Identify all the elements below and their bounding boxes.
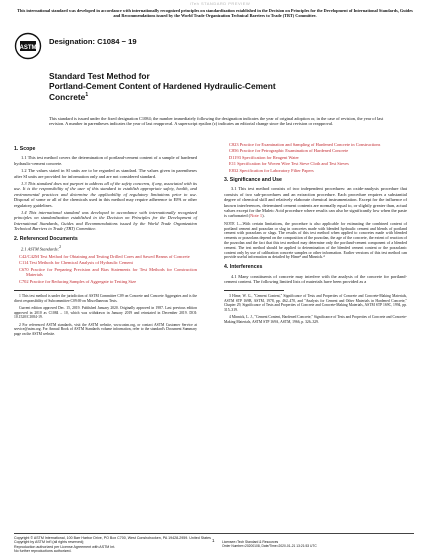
- title-line-3-text: Concrete: [49, 91, 86, 102]
- footnote-4: 4 Minnick, L. J., "Cement Content, Hardened Concrete," Significance of Tests and Properties of Concrete and Concrete-Making Materials, ASTM STP 169A, ASTM, 1966, p. 326–329.: [224, 315, 407, 324]
- footer-divider: [14, 533, 414, 534]
- ref-item[interactable]: [14, 267, 197, 278]
- scope-1-2: 1.2 The values stated in SI units are to be regarded as standard. The values given in parentheses after SI units are provided for information only and are not considered standard.: [14, 168, 197, 179]
- astm-standards-intro: [14, 245, 197, 252]
- ref-title[interactable]: Specification for Laboratory Filter Papers: [239, 167, 314, 173]
- ref-code-link[interactable]: C670: [19, 266, 29, 272]
- ref-title[interactable]: Practice for Preparing Precision and Bias Statements for Test Methods for Construction Materials: [26, 266, 197, 278]
- astm-standards-label: 2.1 ASTM Standards:: [21, 246, 60, 252]
- astm-standards-sup: 2: [59, 245, 61, 250]
- title-footnote-mark: 1: [85, 92, 89, 99]
- licensee-info: [222, 540, 412, 548]
- ref-title[interactable]: Specification for Woven Wire Test Sieve Cloth and Test Sieves: [237, 161, 349, 167]
- ref-item[interactable]: [14, 254, 197, 259]
- ref-title[interactable]: Test Method for Obtaining and Testing Drilled Cores and Sawed Beams of Concrete: [40, 253, 190, 259]
- footnote-3: 3 Hime, W. G., "Cement Content," Significance of Tests and Properties of Concrete and Concrete-Making Materials, ASTM STP 169B, ASTM, 1978, pp. 462–470, and "Analysis for Cement and Other Materials in Hardened Concrete," Chapter 29, Significance of Tests and Properties of Concrete and Concrete-Making Materials, ASTM STP 169C, 1994, pp. 315–319.: [224, 294, 407, 312]
- watermark: iTeh STANDARD PREVIEW: [190, 1, 251, 6]
- right-column: [224, 142, 407, 327]
- ref-item[interactable]: [224, 168, 407, 173]
- ref-item[interactable]: [224, 142, 407, 147]
- ref-title[interactable]: Practice for Examination and Sampling of Hardened Concrete in Constructions: [239, 142, 381, 147]
- title-line-3: [49, 91, 299, 102]
- scope-1-4: 1.4 This international standard was developed in accordance with internationally recognized principles on standardization established in the Decision on Principles for the Development of International Standards, Guides and Recommendations issued by the World Trade Organization Technical Barriers to Trade (TBT) Committee.: [14, 210, 197, 232]
- license-line-1: Copyright by ASTM Int'l (all rights reserved);: [14, 540, 85, 545]
- ref-code-link[interactable]: C702: [19, 278, 29, 284]
- license-line-2: Reproduction authorized per License Agreement with ASTM Int.: [14, 544, 116, 549]
- interferences-heading: 4. Interferences: [224, 264, 263, 271]
- note-1: NOTE 1—With certain limitations, the procedure is also applicable for estimating the combined content of portland cement and pozzolan or slag in concretes made with blended hydraulic cement and blends of portland cement with pozzolans or slags. The results of this test method when applied to concretes made with blended cements or pozzolans depend on the composition of the pozzolan, the age of the concrete, the extent of reaction of the pozzolan and the fact that this test method may determine only the portland-cement component of a blended cement. The test method should be applied to determination of the blended cement content or the pozzolanic content only by use of calibration concrete samples or other information. Earlier versions of this test method can provide useful information as detailed by Hime³ and Minnick.⁴: [224, 220, 407, 260]
- note-1-link[interactable]: Note 1: [250, 213, 263, 219]
- ref-item[interactable]: [14, 279, 197, 284]
- referenced-documents-heading: 2. Referenced Documents: [14, 235, 78, 242]
- ref-item[interactable]: [224, 148, 407, 153]
- license-line-3: No further reproductions authorized.: [14, 549, 72, 554]
- significance-3-1-text: 3.1 This test method consists of two independent procedures: an oxide-analysis procedure that consists of two sub-procedures and an extraction procedure. Each procedure requires a substantial degree of chemical skill and relatively elaborate chemical instrumentation. Except for the influence of known interferences, determined cement contents are normally equal to, or slightly greater than, actual values except for the Maleic Acid procedure where results can also be significantly low when the paste is carbonated (: [224, 186, 407, 219]
- ref-code-link[interactable]: E11: [229, 161, 236, 167]
- ref-item[interactable]: [224, 155, 407, 160]
- ref-item[interactable]: [224, 161, 407, 166]
- designation: Designation: C1084 − 19: [49, 37, 137, 46]
- ref-item[interactable]: [14, 260, 197, 265]
- copyright-line: Copyright © ASTM International, 100 Barr Harbor Drive, PO Box C700, West Conshohocken, PA 19428-2959. United States: [14, 536, 211, 540]
- significance-3-1: [224, 186, 407, 218]
- left-column: [14, 142, 197, 339]
- ref-code-link[interactable]: C823: [229, 142, 239, 147]
- scope-1-3-rest: Disposal of some or all of the chemicals used in this method may require adherence to EPA or other regulatory guidelines.: [14, 197, 197, 208]
- astm-logo: [14, 32, 42, 60]
- ref-code-link[interactable]: C856: [229, 148, 239, 154]
- significance-3-1-end: ).: [262, 213, 265, 219]
- interferences-4-1: 4.1 Many constituents of concrete may interfere with the analysis of the concrete for portland-cement content. The following limited lists of materials have been provided as a: [224, 273, 407, 285]
- scope-1-3-italic: 1.3 This standard does not purport to address all of the safety concerns, if any, associated with its use. It is the responsibility of the user of this standard to establish appropriate safety, health, and environmental practices and determine the applicability of regulatory limitations prior to use.: [14, 181, 197, 197]
- scope-1-1: 1.1 This test method covers the determination of portland-cement content of a sample of hardened hydraulic-cement concrete.: [14, 155, 197, 166]
- footnote-1: 1 This test method is under the jurisdiction of ASTM Committee C09 on Concrete and Concrete Aggregates and is the direct responsibility of Subcommittee C09.69 on Miscellaneous Tests.: [14, 294, 197, 303]
- ref-title[interactable]: Specification for Reagent Water: [242, 154, 299, 160]
- footnote-2: 2 For referenced ASTM standards, visit the ASTM website, www.astm.org, or contact ASTM Customer Service at service@astm.org. For Annual Book of ASTM Standards volume information, refer to the standard's Document Summary page on the ASTM website.: [14, 322, 197, 336]
- ref-title[interactable]: Practice for Petrographic Examination of Hardened Concrete: [239, 148, 349, 154]
- title-line-2: Portland-Cement Content of Hardened Hydraulic-Cement: [49, 80, 276, 91]
- tbt-notice: This international standard was developed in accordance with internationally recognized principles on standardization established in the Decision on Principles for the Development of International Standards, Guides and Recommendations issued by the World Trade Organization Technical Barriers to Trade (TBT) Committee.: [17, 8, 413, 19]
- page-number: 1: [212, 538, 215, 543]
- title-line-1: Standard Test Method for: [49, 71, 150, 81]
- scope-1-3: [14, 181, 197, 208]
- licensee-line: Licensee=Tech Standard & Resources: [222, 540, 279, 544]
- ref-code-link[interactable]: C42/C42M: [19, 253, 39, 259]
- standard-issuance-note: This standard is issued under the fixed designation C1084; the number immediately following the designation indicates the year of original adoption or, in the case of revision, the year of last revision. A number in parentheses indicates the year of last reapproval. A superscript epsilon (ε) indicates an editorial change since the last revision or reapproval.: [49, 116, 384, 127]
- scope-heading: 1. Scope: [14, 146, 36, 152]
- svg-text:ASTM: ASTM: [19, 44, 37, 51]
- order-line: Order Number=20200108, Date/Time=2020-01-21 13:21:53 UTC: [222, 544, 317, 549]
- ref-code-link[interactable]: D1193: [229, 154, 241, 160]
- footnote-1-edition: Current edition approved Dec. 15, 2019. Published January 2020. Originally approved in 1987. Last previous edition approved in 2010 as C1084 – 10, which was withdrawn in January 2019 and reinstated in December 2019. DOI: 10.1520/C1084-19.: [14, 306, 197, 320]
- ref-title[interactable]: Practice for Reducing Samples of Aggregate to Testing Size: [29, 278, 137, 284]
- significance-heading: 3. Significance and Use: [224, 177, 282, 184]
- ref-title[interactable]: Test Methods for Chemical Analysis of Hydraulic Cement: [29, 260, 133, 266]
- document-title: [49, 72, 299, 103]
- footnote-divider: [224, 290, 284, 291]
- ref-code-link[interactable]: E832: [229, 167, 239, 173]
- ref-code-link[interactable]: C114: [19, 260, 29, 266]
- footnote-divider: [14, 290, 74, 291]
